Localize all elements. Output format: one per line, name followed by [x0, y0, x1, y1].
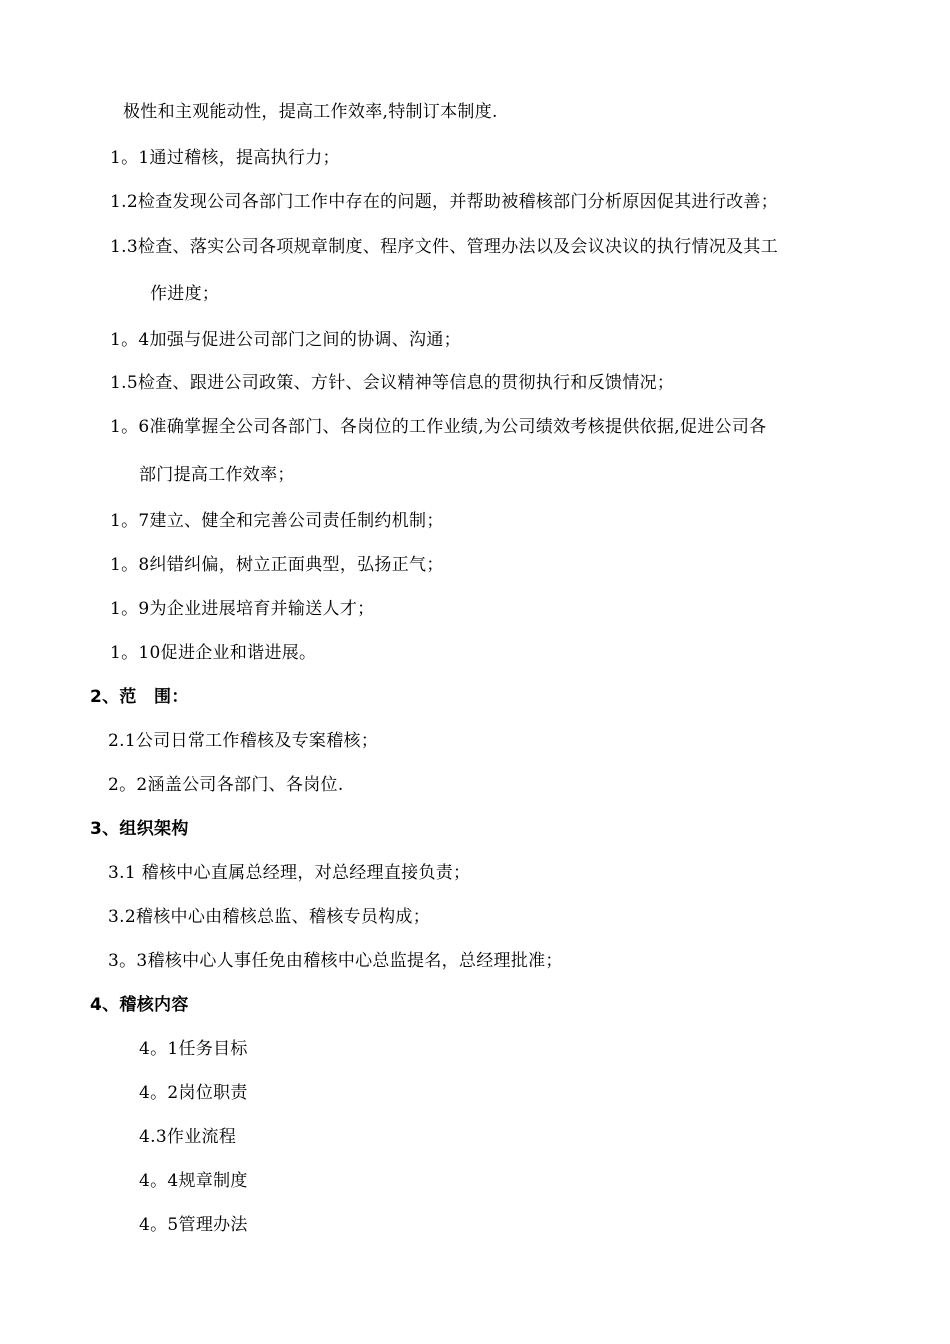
section-3-item: 3。3稽核中心人事任免由稽核中心总监提名，总经理批准； — [108, 951, 563, 971]
purpose-item: 1。9为企业进展培育并输送人才； — [110, 599, 375, 619]
section-4-heading: 4、稽核内容 — [90, 995, 189, 1015]
section-4-item: 4。2岗位职责 — [139, 1083, 248, 1103]
purpose-item-continued: 部门提高工作效率； — [139, 465, 295, 485]
section-3-heading: 3、组织架构 — [90, 819, 189, 839]
section-2-item: 2.1公司日常工作稽核及专案稽核； — [108, 731, 379, 751]
purpose-item: 1。7建立、健全和完善公司责任制约机制； — [110, 511, 444, 531]
purpose-item: 1。4加强与促进公司部门之间的协调、沟通； — [110, 330, 461, 350]
purpose-item: 1。6准确掌握全公司各部门、各岗位的工作业绩,为公司绩效考核提供依据,促进公司各 — [110, 417, 767, 437]
intro-tail-text: 极性和主观能动性，提高工作效率,特制订本制度. — [123, 102, 498, 122]
purpose-item: 1。10促进企业和谐进展。 — [110, 643, 317, 663]
section-2-heading: 2、范 围： — [90, 687, 189, 707]
purpose-item: 1.2检查发现公司各部门工作中存在的问题，并帮助被稽核部门分析原因促其进行改善； — [110, 192, 779, 212]
section-4-item: 4。1任务目标 — [139, 1039, 248, 1059]
purpose-item: 1.3检查、落实公司各项规章制度、程序文件、管理办法以及会议决议的执行情况及其工 — [110, 237, 779, 257]
purpose-item-continued: 作进度； — [150, 284, 220, 304]
section-2-item: 2。2涵盖公司各部门、各岗位. — [108, 775, 344, 795]
purpose-item: 1.5检查、跟进公司政策、方针、会议精神等信息的贯彻执行和反馈情况； — [110, 373, 675, 393]
section-4-item: 4.3作业流程 — [139, 1127, 237, 1147]
section-3-item: 3.2稽核中心由稽核总监、稽核专员构成； — [108, 907, 431, 927]
section-4-item: 4。5管理办法 — [139, 1215, 248, 1235]
section-3-item: 3.1 稽核中心直属总经理，对总经理直接负责； — [108, 863, 471, 883]
section-4-item: 4。4规章制度 — [139, 1171, 248, 1191]
purpose-item: 1。8纠错纠偏，树立正面典型，弘扬正气； — [110, 555, 444, 575]
purpose-item: 1。1通过稽核，提高执行力； — [110, 148, 340, 168]
